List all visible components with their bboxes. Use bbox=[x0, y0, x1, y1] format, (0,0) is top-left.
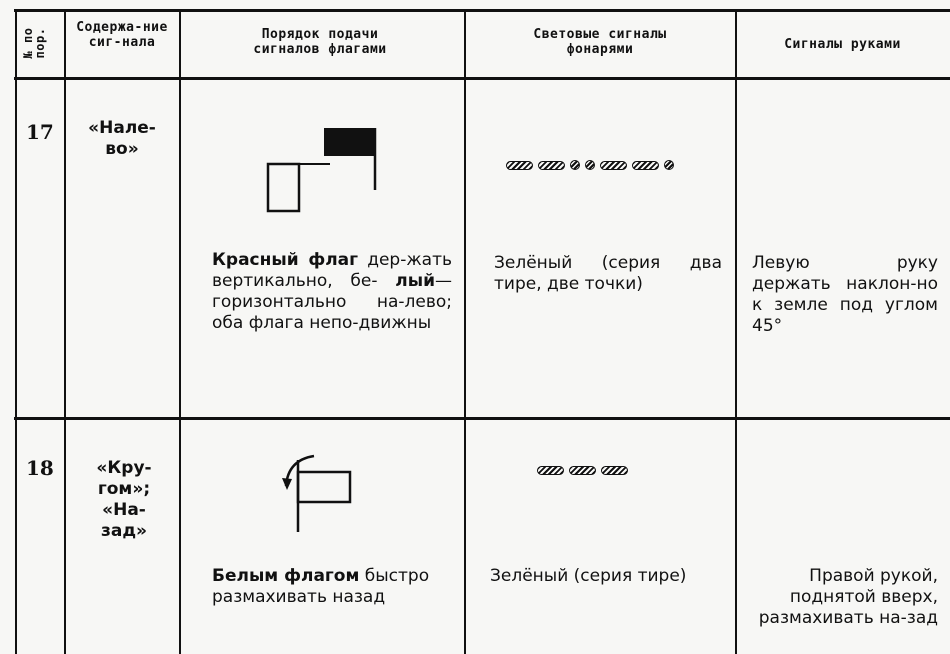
light-dash bbox=[600, 161, 627, 170]
light-dash bbox=[632, 161, 659, 170]
row-18-content: «Кру-гом»; «На-зад» bbox=[96, 458, 152, 541]
row-17-hands-text: Левую руку держать наклон-но к земле под углом 45° bbox=[752, 253, 938, 336]
row-18-lights-text: Зелёный (серия тире) bbox=[490, 566, 687, 586]
light-dash bbox=[538, 161, 565, 170]
row-18-light-pattern bbox=[537, 466, 633, 475]
row-divider bbox=[14, 417, 950, 420]
header-lights: Световые сигналы фонарями bbox=[533, 27, 667, 57]
table-top-border bbox=[14, 9, 950, 12]
light-dot bbox=[585, 160, 595, 170]
waving-white-flag-icon bbox=[278, 446, 358, 536]
row-17-content: «Нале-во» bbox=[88, 118, 156, 159]
row-18-hands-text: Правой рукой, поднятой вверх, размахивать на-зад bbox=[758, 566, 938, 628]
header-content: Содержа-ние сиг-нала bbox=[76, 20, 168, 50]
light-dash bbox=[506, 161, 533, 170]
header-flags: Порядок подачи сигналов флагами bbox=[253, 27, 387, 57]
col-line-4 bbox=[735, 9, 737, 654]
col-line-2 bbox=[179, 9, 181, 654]
row-18-flags-text: Белым флагом быстро размахивать назад bbox=[212, 566, 430, 607]
header-bottom-border bbox=[14, 77, 950, 80]
row-17-flags-text: Красный флаг дер-жать вертикально, бе- лый—горизонтально на-лево; оба флага непо-движны bbox=[212, 250, 452, 333]
row-18-number: 18 bbox=[26, 456, 54, 480]
light-dot bbox=[664, 160, 674, 170]
col-line-1 bbox=[64, 9, 66, 654]
row-17-number: 17 bbox=[26, 120, 54, 144]
red-and-white-flags-icon bbox=[260, 122, 380, 217]
light-dash bbox=[601, 466, 628, 475]
header-hands: Сигналы руками bbox=[784, 37, 901, 52]
light-dash bbox=[537, 466, 564, 475]
col-line-0 bbox=[15, 9, 17, 654]
row-17-light-pattern bbox=[506, 160, 679, 170]
light-dot bbox=[570, 160, 580, 170]
light-dash bbox=[569, 466, 596, 475]
header-number: № по пор. bbox=[21, 27, 47, 59]
col-line-3 bbox=[464, 9, 466, 654]
row-17-lights-text: Зелёный (серия два тире, две точки) bbox=[494, 253, 722, 294]
